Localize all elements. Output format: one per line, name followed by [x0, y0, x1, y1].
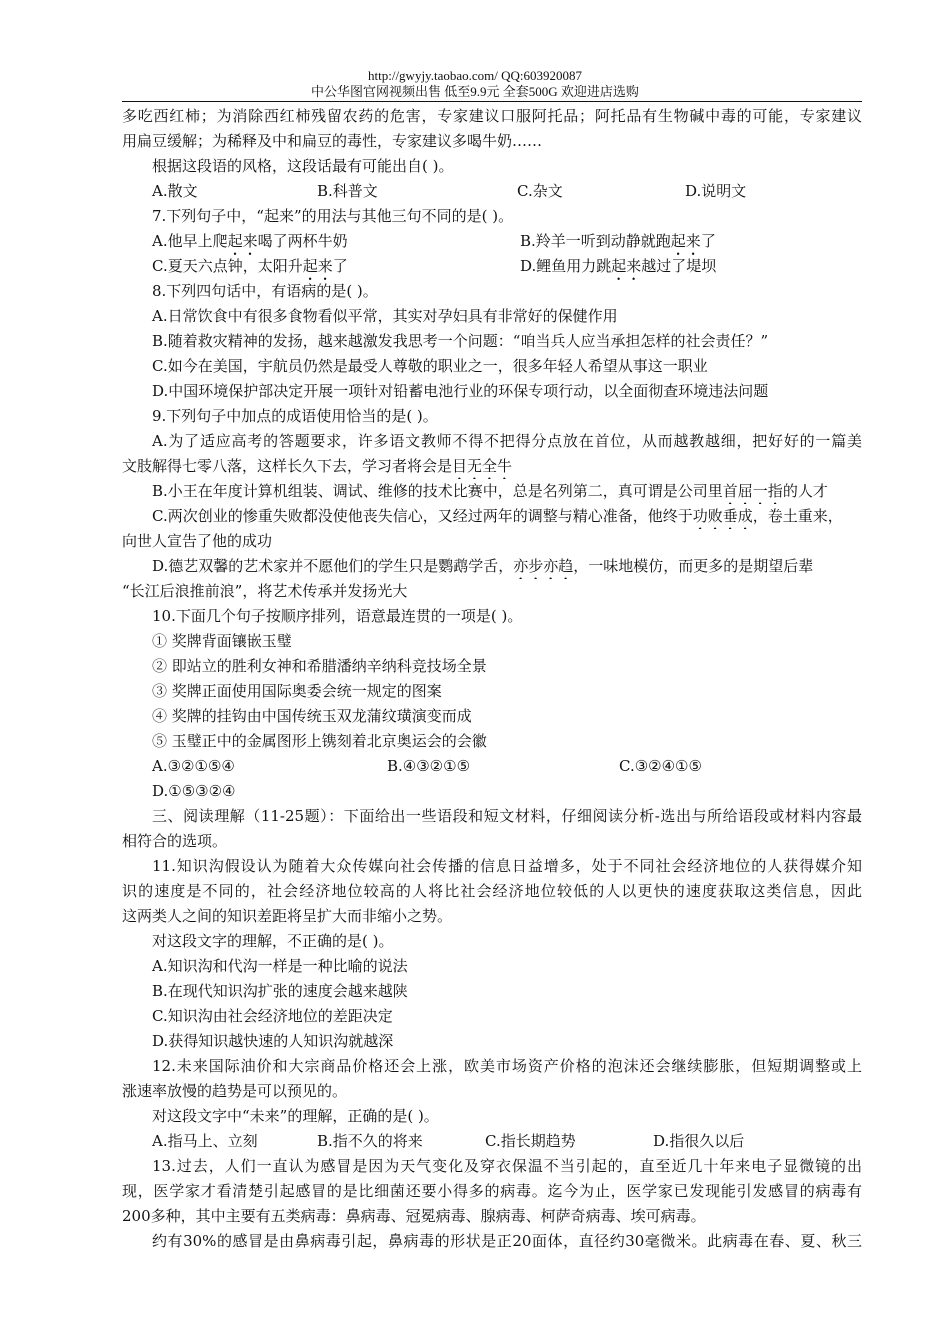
q13-line-3: 200多种，其中主要有五类病毒：鼻病毒、冠冕病毒、腺病毒、柯萨奇病毒、埃可病毒。 [122, 1207, 706, 1225]
passage-line-1: 多吃西红柿；为消除西红柿残留农药的危害，专家建议口服阿托品；阿托品有生物碱中毒的可能，专家建议 [122, 107, 862, 125]
q11-option-c: C.知识沟由社会经济地位的差距决定 [152, 1007, 393, 1025]
q7-option-c: C.夏天六点钟，太阳升起来了 [152, 257, 348, 275]
section3-heading-line-2: 相符合的选项。 [122, 832, 228, 850]
q11-option-b: B.在现代知识沟扩张的速度会越来越陕 [152, 982, 408, 1000]
q9-stem: 9.下列句子中加点的成语使用恰当的是( )。 [152, 407, 438, 425]
q12-option-a: A.指马上、立刻 [152, 1132, 258, 1150]
q10-item-3: ③ 奖牌正面使用国际奥委会统一规定的图案 [152, 682, 442, 700]
q12-line-1: 12.未来国际油价和大宗商品价格还会上涨，欧美市场资产价格的泡沫还会继续膨胀，但短期调整或上 [152, 1057, 862, 1075]
q10-option-c: C.③②④①⑤ [619, 757, 702, 775]
q8-stem: 8.下列四句话中，有语病的是( )。 [152, 282, 378, 300]
q7-stem: 7.下列句子中，“起来”的用法与其他三句不同的是( )。 [152, 207, 514, 225]
q11-option-d: D.获得知识越快速的人知识沟就越深 [152, 1032, 394, 1050]
section3-heading-line-1: 三、阅读理解（11-25题）：下面给出一些语段和短文材料，仔细阅读分析-选出与所给语段或材料内容最 [152, 807, 862, 825]
passage-question: 根据这段语的风格，这段话最有可能出自( )。 [152, 157, 454, 175]
q10-item-2: ② 即站立的胜利女神和希腊潘纳辛纳科竞技场全景 [152, 657, 487, 675]
q7-options-row-1 [122, 229, 862, 254]
q12-options [122, 1129, 862, 1154]
q9-option-c-line-1: C.两次创业的惨重失败都没使他丧失信心，又经过两年的调整与精心准备，他终于功败垂成，卷土重来， [152, 507, 843, 525]
q10-option-a: A.③②①⑤④ [152, 757, 235, 775]
q11-question: 对这段文字的理解，不正确的是( )。 [152, 932, 394, 950]
q12-option-c: C.指长期趋势 [485, 1132, 576, 1150]
q12-line-2: 涨速率放慢的趋势是可以预见的。 [122, 1082, 348, 1100]
q8-option-d: D.中国环境保护部决定开展一项针对铅蓄电池行业的环保专项行动，以全面彻查环境违法问题 [152, 382, 769, 400]
q9-option-d-line-1: D.德艺双馨的艺术家并不愿他们的学生只是鹦鹉学舌，亦步亦趋，一味地模仿，而更多的是期望后辈 [152, 557, 814, 575]
q12-option-d: D.指很久以后 [653, 1132, 745, 1150]
q7-option-a: A.他早上爬起来喝了两杯牛奶 [152, 232, 348, 250]
passage-options [122, 179, 862, 204]
q11-line-1: 11.知识沟假设认为随着大众传媒向社会传播的信息日益增多，处于不同社会经济地位的人获得媒介知 [152, 857, 862, 875]
q9-option-c-line-2: 向世人宣告了他的成功 [122, 532, 273, 550]
option-c: C.杂文 [517, 182, 563, 200]
passage-line-2: 用扁豆缓解；为稀释及中和扁豆的毒性，专家建议多喝牛奶…… [122, 132, 543, 150]
q10-option-d: D.①⑤③②④ [152, 782, 236, 800]
q11-option-a: A.知识沟和代沟一样是一种比喻的说法 [152, 957, 408, 975]
q7-option-d: D.鲤鱼用力跳起来越过了堤坝 [520, 257, 717, 275]
document-body [122, 104, 862, 1254]
q11-line-3: 这两类人之间的知识差距将呈扩大而非缩小之势。 [122, 907, 453, 925]
q10-item-1: ① 奖牌背面镶嵌玉璧 [152, 632, 292, 650]
header-divider [122, 101, 862, 102]
q10-option-b: B.④③②①⑤ [387, 757, 471, 775]
option-d: D.说明文 [685, 182, 747, 200]
header-ad-line: 中公华图官网视频出售 低至9.9元 全套500G 欢迎进店选购 [311, 84, 639, 99]
q13-line-1: 13.过去，人们一直认为感冒是因为天气变化及穿衣保温不当引起的，直至近几十年来电子显微镜的出 [152, 1157, 862, 1175]
q7-option-b: B.羚羊一听到动静就跑起来了 [520, 232, 716, 250]
q9-option-d-line-2: “长江后浪推前浪”，将艺术传承并发扬光大 [122, 582, 408, 600]
option-a: A.散文 [152, 182, 198, 200]
q8-option-a: A.日常饮食中有很多食物看似平常，其实对孕妇具有非常好的保健作用 [152, 307, 618, 325]
q9-option-a-line-1: A.为了适应高考的答题要求，许多语文教师不得不把得分点放在首位，从而越教越细，把好好的一篇美 [152, 432, 862, 450]
q9-option-b: B.小王在年度计算机组装、调试、维修的技术比赛中，总是名列第二，真可谓是公司里首屈一指的人才 [152, 482, 828, 500]
q10-item-5: ⑤ 玉璧正中的金属图形上镌刻着北京奥运会的会徽 [152, 732, 487, 750]
q10-item-4: ④ 奖牌的挂钩由中国传统玉双龙蒲纹璜演变而成 [152, 707, 472, 725]
q9-option-a-line-2: 文肢解得七零八落，这样长久下去，学习者将会是目无全牛 [122, 457, 513, 475]
q11-line-2: 识的速度是不同的，社会经济地位较高的人将比社会经济地位较低的人以更快的速度获取这类信息，因此 [122, 882, 862, 900]
q12-option-b: B.指不久的将来 [317, 1132, 423, 1150]
q8-option-b: B.随着救灾精神的发扬，越来越激发我思考一个问题：“咱当兵人应当承担怎样的社会责任？” [152, 332, 769, 350]
q8-option-c: C.如今在美国，宇航员仍然是最受人尊敬的职业之一，很多年轻人希望从事这一职业 [152, 357, 708, 375]
header-url-line: http://gwyjy.taobao.com/ QQ:603920087 [368, 68, 582, 83]
q13-line-2: 现，医学家才看清楚引起感冒的是比细菌还要小得多的病毒。迄今为止，医学家已发现能引发感冒的病毒有 [122, 1182, 862, 1200]
q7-options-row-2 [122, 254, 862, 279]
option-b: B.科普文 [317, 182, 378, 200]
q10-stem: 10.下面几个句子按顺序排列，语意最连贯的一项是( )。 [152, 607, 523, 625]
q10-options [122, 754, 862, 779]
q13-line-4: 约有30%的感冒是由鼻病毒引起，鼻病毒的形状是正20面体，直径约30毫微米。此病毒在春、夏、秋三 [152, 1232, 862, 1250]
q12-question: 对这段文字中“未来”的理解，正确的是( )。 [152, 1107, 439, 1125]
